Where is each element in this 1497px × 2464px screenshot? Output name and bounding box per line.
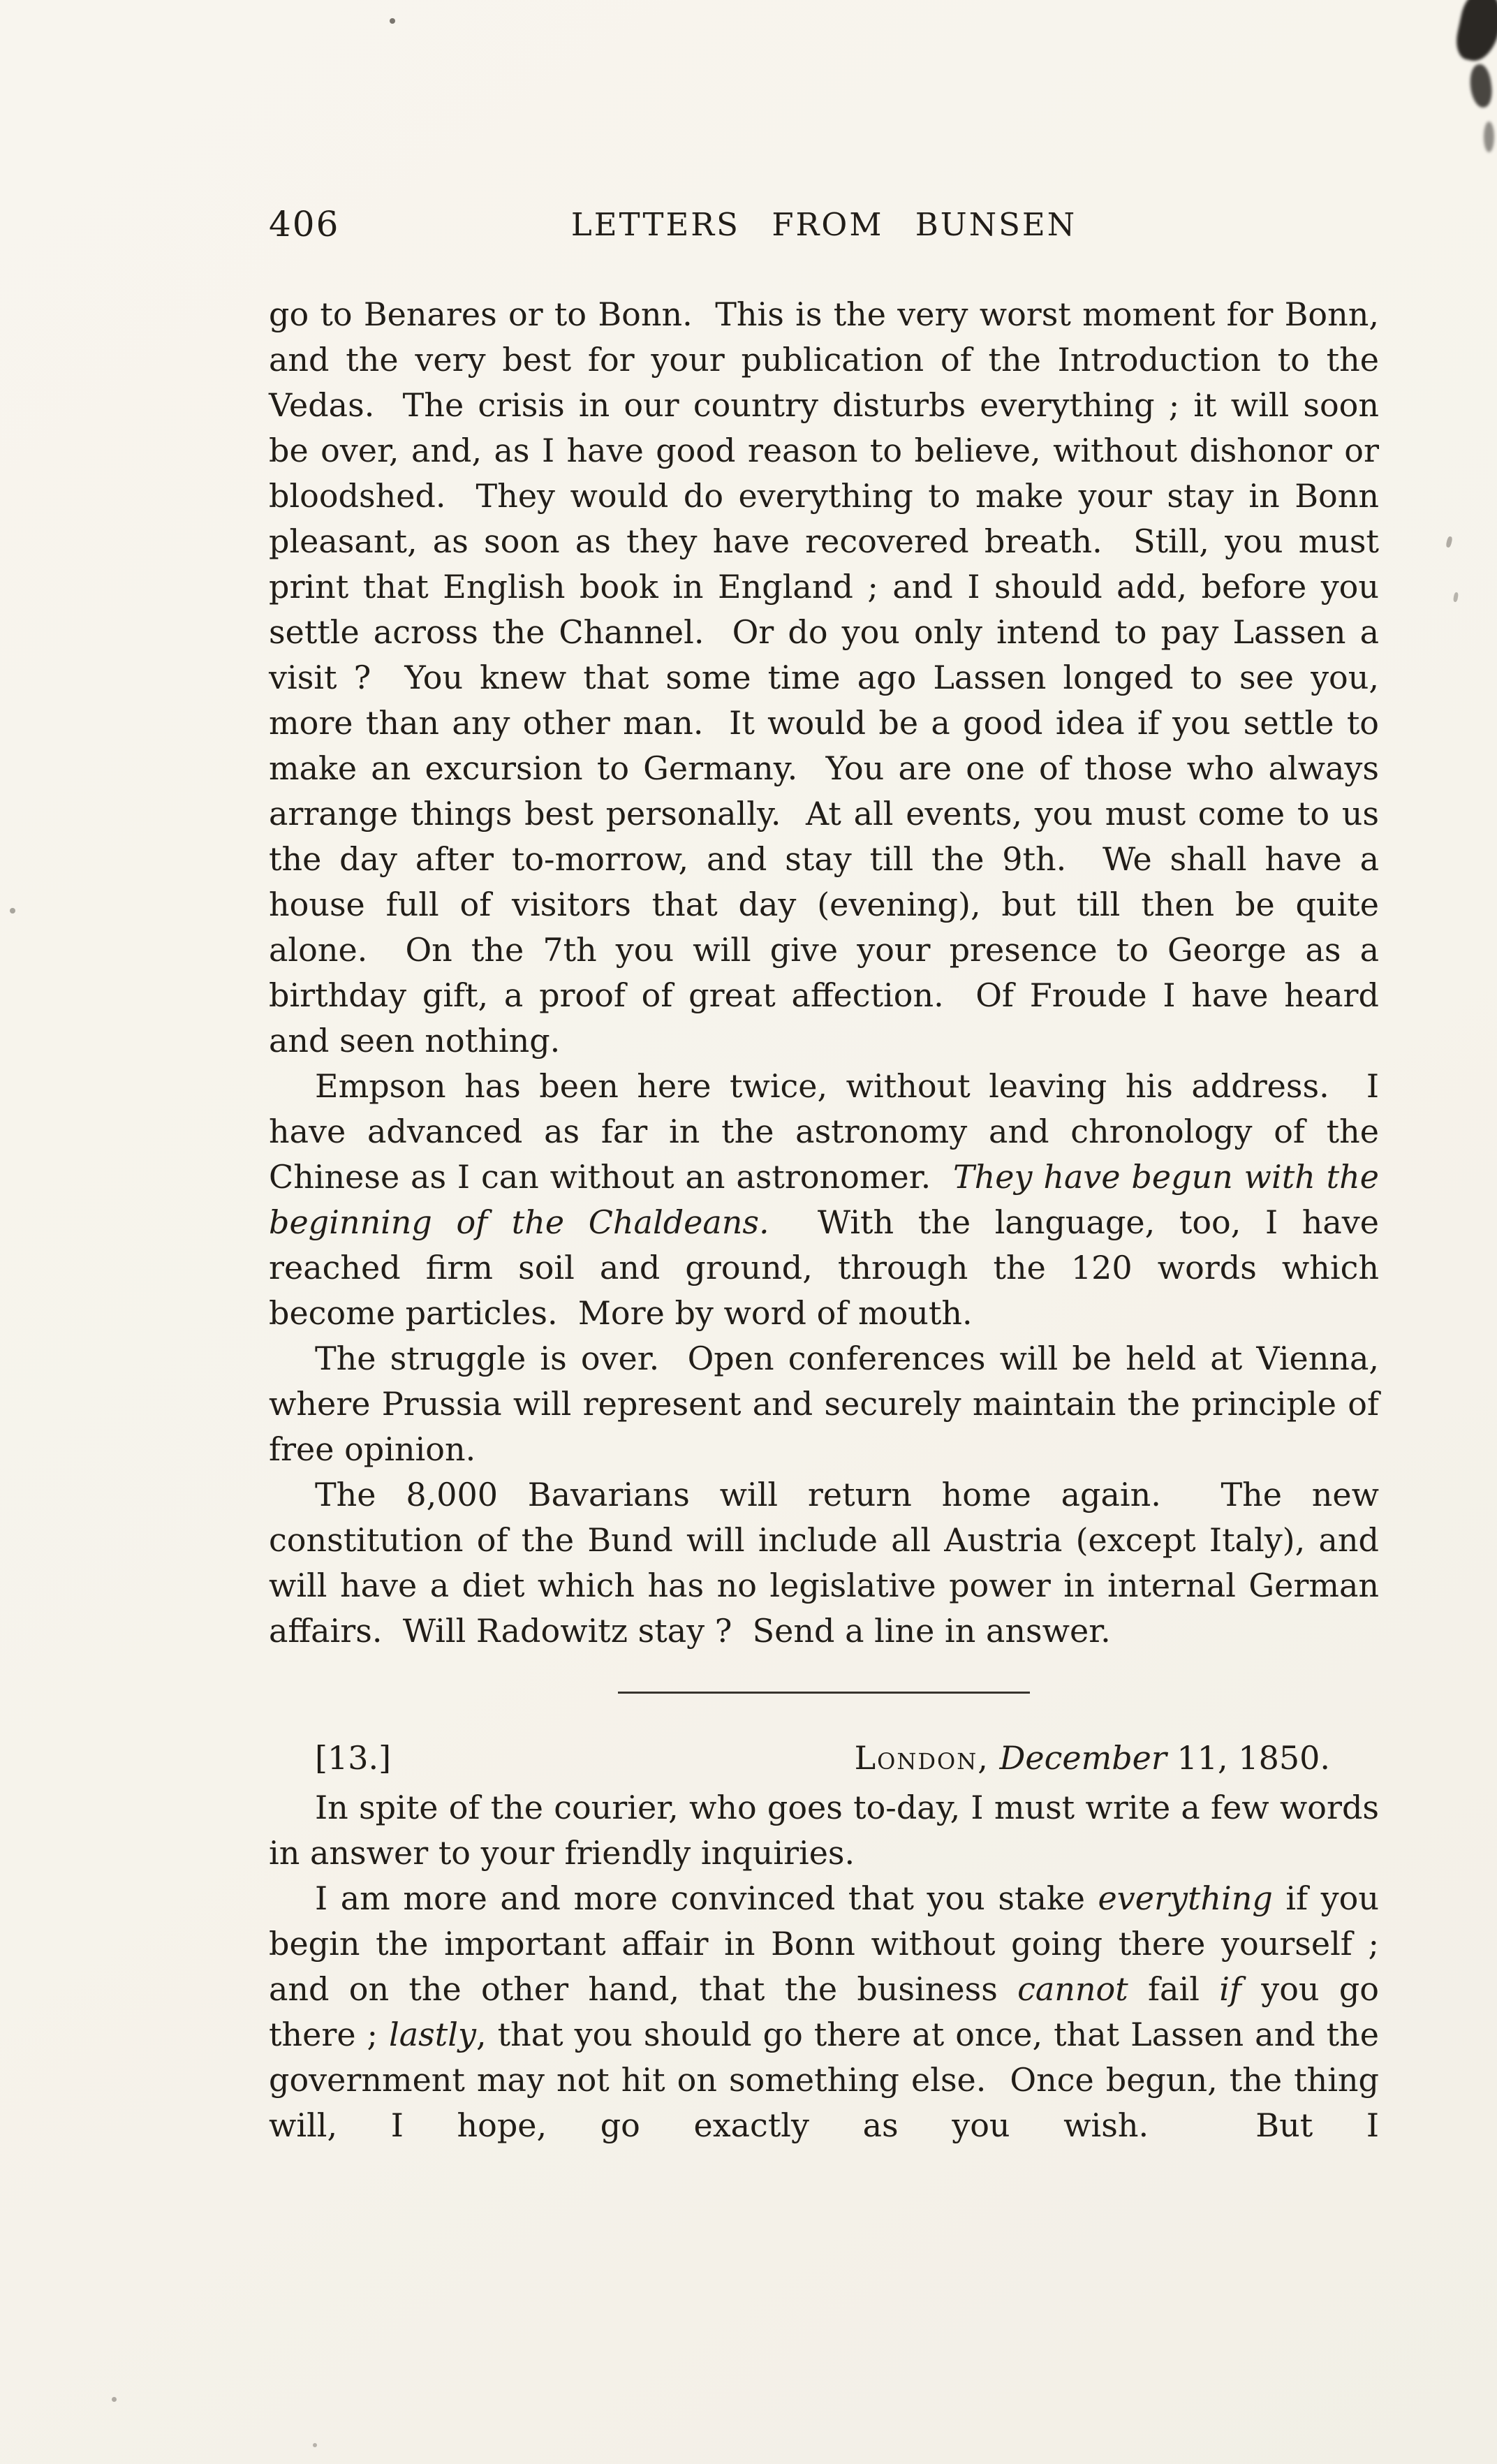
text-block xyxy=(269,292,1379,2148)
scan-artifact xyxy=(1445,536,1453,548)
page-header xyxy=(269,204,1379,254)
paragraph xyxy=(269,1876,1379,2148)
section-divider xyxy=(618,1692,1030,1694)
text-segment: go to Benares or to Bonn. This is the very worst moment for Bonn, and the very best for your publication of the Introduction to the Vedas. The crisis in our country disturbs everything ; it will soon be over, and, as I have good reason to believe, without dishonor or bloodshed. They would do everything to make your stay in Bonn pleasant, as soon as they have recovered breath. Still, you must print that English book in England ; and I should add, before you settle across the Channel. Or do you only intend to pay Lassen a visit ? You knew that some time ago Lassen longed to see you, more than any other man. It would be a good idea if you settle to make an excursion to Germany. You are one of those who always arrange things best personally. At all events, you must come to us the day after to-morrow, and stay till the 9th. We shall have a house full of visitors that day (evening), but till then be quite alone. On the 7th you will give your presence to George as a birthday gift, a proof of great affection. Of Froude I have heard and seen nothing. xyxy=(269,295,1379,1059)
paragraph xyxy=(269,292,1379,1064)
text-segment: Empson has been here twice, without leaving his address. I have advanced as far in the astronomy and chronology of the Chinese as I can without an astronomer. xyxy=(269,1067,1379,1196)
text-segment: The 8,000 Bavarians will return home again. The new constitution of the Bund will include all Austria (except Italy), and will have a diet which has no legislative power in internal German affairs. Will Radowitz stay ? Send a line in answer. xyxy=(269,1476,1379,1650)
scan-artifact xyxy=(1453,592,1459,603)
text-segment: you go there ; xyxy=(269,1970,1379,2053)
page-number: 406 xyxy=(269,204,340,244)
scan-artifact xyxy=(390,18,395,24)
text-segment: I am more and more convinced that you stake xyxy=(315,1879,1098,1917)
scan-artifact xyxy=(1468,63,1494,109)
letter-number: [13.] xyxy=(315,1739,392,1777)
dateline-segment: 11, 1850. xyxy=(1166,1739,1330,1777)
text-segment-italic: everything xyxy=(1098,1879,1273,1917)
text-segment: fail xyxy=(1128,1970,1220,2008)
scan-artifact xyxy=(1452,0,1497,65)
scan-artifact xyxy=(1484,122,1494,152)
text-segment: , that you should go there at once, that Lassen and the government may not hit on something else. Once begun, the thing will, I hope, go exactly as you wish. But I xyxy=(269,2016,1379,2144)
text-segment: if you begin the important affair in Bonn without going there yourself ; and on the other hand, that the business xyxy=(269,1879,1379,2008)
running-title: LETTERS FROM BUNSEN xyxy=(570,206,1077,243)
scan-artifact xyxy=(313,2443,317,2447)
dateline-segment-smallcaps: London, xyxy=(854,1739,989,1777)
paragraph xyxy=(269,1336,1379,1472)
paragraph xyxy=(269,1472,1379,1654)
letter-dateline xyxy=(855,1736,1330,1781)
text-segment-italic: lastly xyxy=(389,2016,476,2053)
scan-artifact xyxy=(10,908,15,914)
text-segment: The struggle is over. Open conferences will be held at Vienna, where Prussia will represent and securely maintain the principle of free opinion. xyxy=(269,1340,1379,1468)
scan-artifact xyxy=(112,2397,117,2402)
text-segment: With the language, too, I have reached firm soil and ground, through the 120 words which become particles. More by word of mouth. xyxy=(269,1203,1379,1332)
paragraph xyxy=(269,1064,1379,1336)
text-segment-italic: They have begun with the beginning of the Chaldeans. xyxy=(269,1158,1379,1241)
text-segment-italic: if xyxy=(1219,1970,1241,2008)
paragraph xyxy=(269,1785,1379,1876)
letter-heading xyxy=(269,1736,1379,1781)
text-segment-italic: cannot xyxy=(1017,1970,1128,2008)
text-segment: In spite of the courier, who goes to-day, I must write a few words in answer to your friendly inquiries. xyxy=(269,1789,1379,1872)
ink-smudge-artifact xyxy=(1406,0,1497,187)
dateline-segment-italic: December xyxy=(989,1739,1167,1777)
